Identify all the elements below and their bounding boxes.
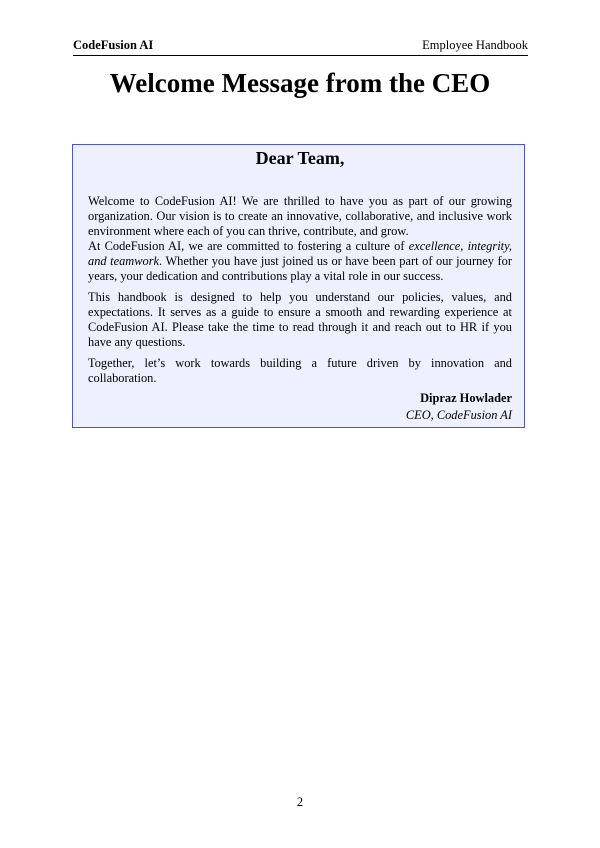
paragraph-1-intro: Welcome to CodeFusion AI! We are thrilled to have you as part of our growing organization. Our vision is to create an innovative, collaborative, and inclusive work environment where each of you can thrive, contribute, and grow. [88,194,512,238]
paragraph-1-culture: At CodeFusion AI, we are committed to fostering a culture of [88,238,409,253]
signature-title: CEO, CodeFusion AI [405,408,512,422]
paragraph-1-values-emphasis: excellence, integrity, and teamwork [88,238,512,268]
letter-paragraph-1 [88,194,512,283]
letter-body [88,194,512,392]
letter-paragraph-3: Together, let’s work towards building a future driven by innovation and collaboration. [88,356,512,385]
letter-paragraph-2: This handbook is designed to help you understand our policies, values, and expectations. It serves as a guide to ensure a smooth and rewarding experience at CodeFusion AI. Please take the time to read through it and reach out to HR if you have any questions. [88,289,512,349]
paragraph-1-closing: . Whether you have just joined us or have been part of our journey for years, your dedication and contributions play a vital role in our success. [88,253,512,283]
running-header [73,38,528,56]
page-number: 2 [296,795,304,809]
page-title: Welcome Message from the CEO [109,68,491,98]
header-divider [73,55,528,56]
header-company-name: CodeFusion AI [73,38,154,52]
signature-name: Dipraz Howlader [420,391,512,405]
signature-block [300,390,512,424]
header-document-title: Employee Handbook [422,38,528,52]
letter-greeting: Dear Team, [255,148,345,168]
